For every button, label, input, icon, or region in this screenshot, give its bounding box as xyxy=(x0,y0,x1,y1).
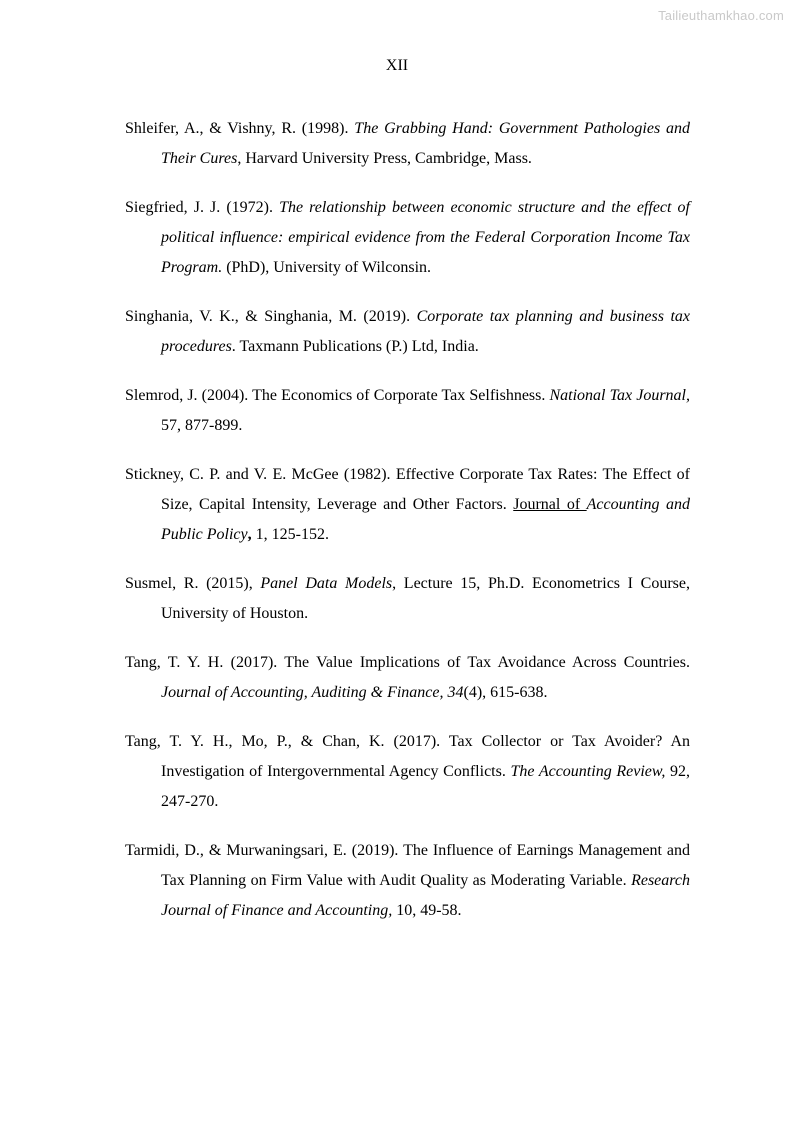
reference-segment: Slemrod, J. (2004). The Economics of Corporate Tax Selfishness. xyxy=(125,387,550,404)
reference-segment: 1, 125-152. xyxy=(251,526,329,543)
reference-segment: The relationship between economic structure and the effect of political influence: empirical evidence from the Federal Corporation Income Tax Program. xyxy=(161,199,690,276)
reference-entry xyxy=(125,302,690,362)
watermark-text: Tailieuthamkhao.com xyxy=(658,8,784,23)
reference-segment: Tang, T. Y. H. (2017). The Value Implications of Tax Avoidance Across Countries. xyxy=(125,654,690,671)
reference-segment: Tang, T. Y. H., Mo, P., & Chan, K. (2017). Tax Collector or Tax Avoider? An Investigation of Intergovernmental Agency Conflicts. xyxy=(125,733,690,780)
reference-segment: Susmel, R. (2015), xyxy=(125,575,261,592)
reference-segment: 10, 49-58. xyxy=(392,902,462,919)
page-number: XII xyxy=(385,57,409,74)
reference-segment: Tarmidi, D., & Murwaningsari, E. (2019). The Influence of Earnings Management and Tax Planning on Firm Value with Audit Quality as Moderating Variable. xyxy=(125,842,690,889)
reference-segment: Journal of xyxy=(513,496,587,513)
references-list xyxy=(125,114,690,945)
reference-segment: Singhania, V. K., & Singhania, M. (2019). xyxy=(125,308,417,325)
reference-entry xyxy=(125,569,690,629)
reference-entry xyxy=(125,381,690,441)
reference-segment: 57, 877-899. xyxy=(161,417,243,434)
reference-segment: Panel Data Models xyxy=(260,575,393,592)
reference-segment: The Grabbing Hand: Government Pathologies and Their Cures xyxy=(161,120,691,167)
reference-segment: Research Journal of Finance and Accounting, xyxy=(161,872,690,919)
reference-segment: Stickney, C. P. and V. E. McGee (1982). Effective Corporate Tax Rates: The Effect of Size, Capital Intensity, Leverage and Other Factors. xyxy=(125,466,690,513)
reference-segment: 92, 247-270. xyxy=(161,763,690,810)
reference-entry xyxy=(125,727,690,817)
reference-segment: , xyxy=(247,526,252,543)
reference-entry xyxy=(125,193,690,283)
reference-entry xyxy=(125,648,690,708)
reference-segment: Corporate tax planning and business tax procedures xyxy=(161,308,690,355)
reference-segment: National Tax Journal, xyxy=(549,387,691,404)
reference-segment: , Harvard University Press, Cambridge, Mass. xyxy=(237,150,532,167)
reference-segment: Shleifer, A., & Vishny, R. (1998). xyxy=(125,120,355,137)
reference-entry xyxy=(125,114,690,174)
reference-segment: (PhD), University of Wilconsin. xyxy=(222,259,432,276)
reference-segment: , Lecture 15, Ph.D. Econometrics I Course, University of Houston. xyxy=(161,575,690,622)
reference-entry xyxy=(125,460,690,550)
reference-segment: . Taxmann Publications (P.) Ltd, India. xyxy=(231,338,479,355)
reference-segment: Journal of Accounting, Auditing & Finance, 34 xyxy=(161,684,464,701)
reference-segment: Siegfried, J. J. (1972). xyxy=(125,199,280,216)
reference-entry xyxy=(125,836,690,926)
reference-segment: (4), 615-638. xyxy=(463,684,548,701)
reference-segment: Accounting and Public Policy xyxy=(161,496,690,543)
reference-segment: The Accounting Review, xyxy=(510,763,666,780)
